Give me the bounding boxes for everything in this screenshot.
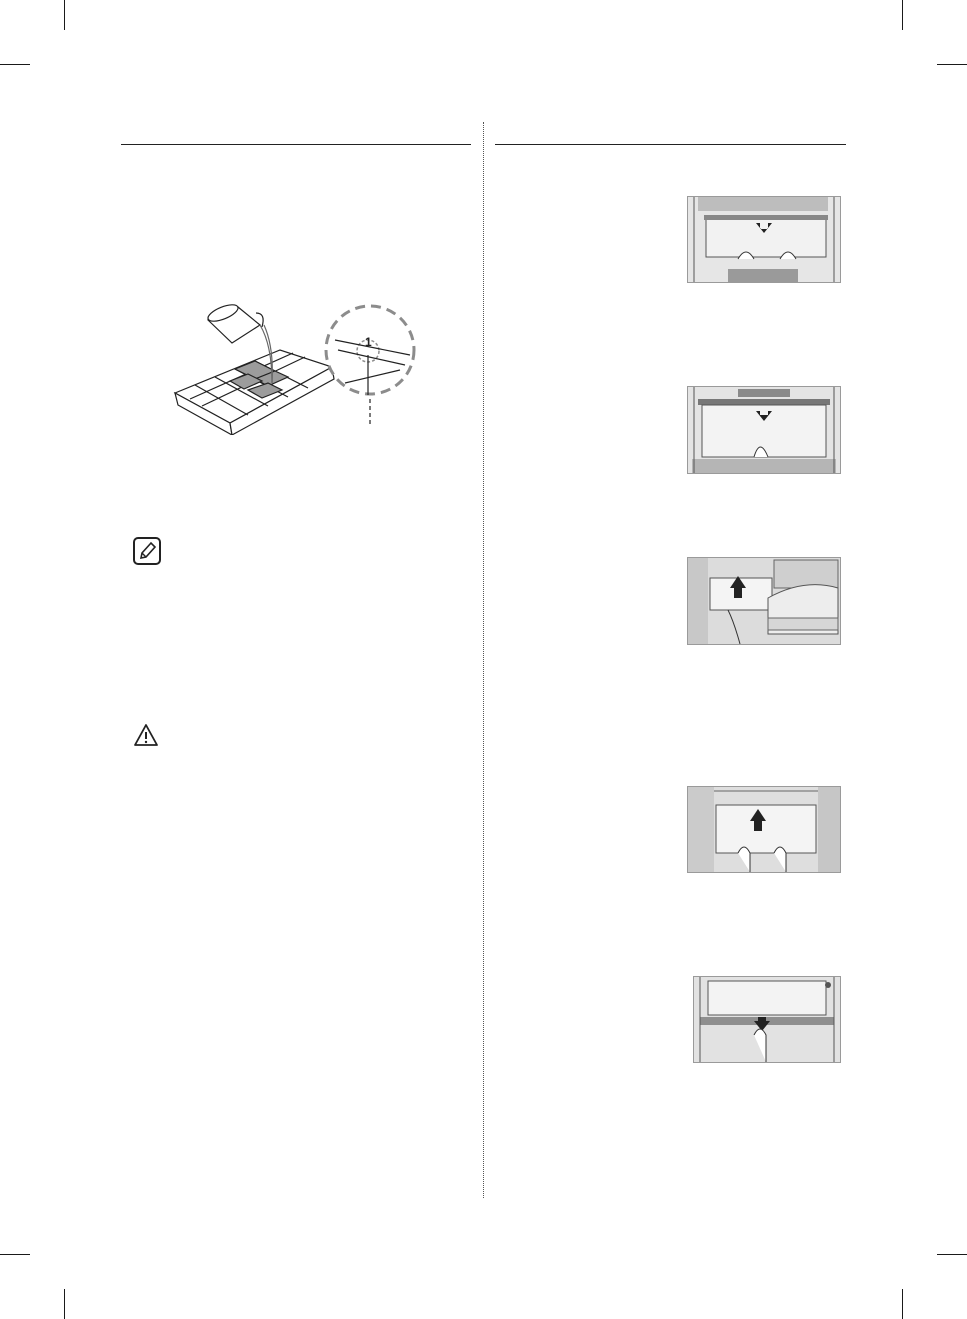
crop-mark	[64, 1289, 65, 1319]
caution-triangle-icon	[133, 723, 159, 747]
door-guard-lift-photo	[687, 786, 841, 873]
crop-mark	[937, 1254, 967, 1255]
column-divider	[483, 122, 484, 1198]
right-section-rule	[495, 144, 846, 145]
drawer-removal-photo	[687, 386, 841, 474]
crop-mark	[0, 1254, 30, 1255]
upper-shelf-removal-photo	[687, 196, 841, 283]
door-bin-lift-photo	[687, 557, 841, 645]
crop-mark	[64, 0, 65, 30]
freezer-shelf-removal-photo	[693, 976, 841, 1063]
crop-mark	[902, 0, 903, 30]
crop-mark	[0, 64, 30, 65]
note-pencil-icon	[132, 536, 162, 566]
left-section-rule	[121, 144, 471, 145]
crop-mark	[902, 1289, 903, 1319]
callout-number: 1	[365, 335, 372, 349]
ice-tray-illustration	[160, 295, 420, 435]
crop-mark	[937, 64, 967, 65]
